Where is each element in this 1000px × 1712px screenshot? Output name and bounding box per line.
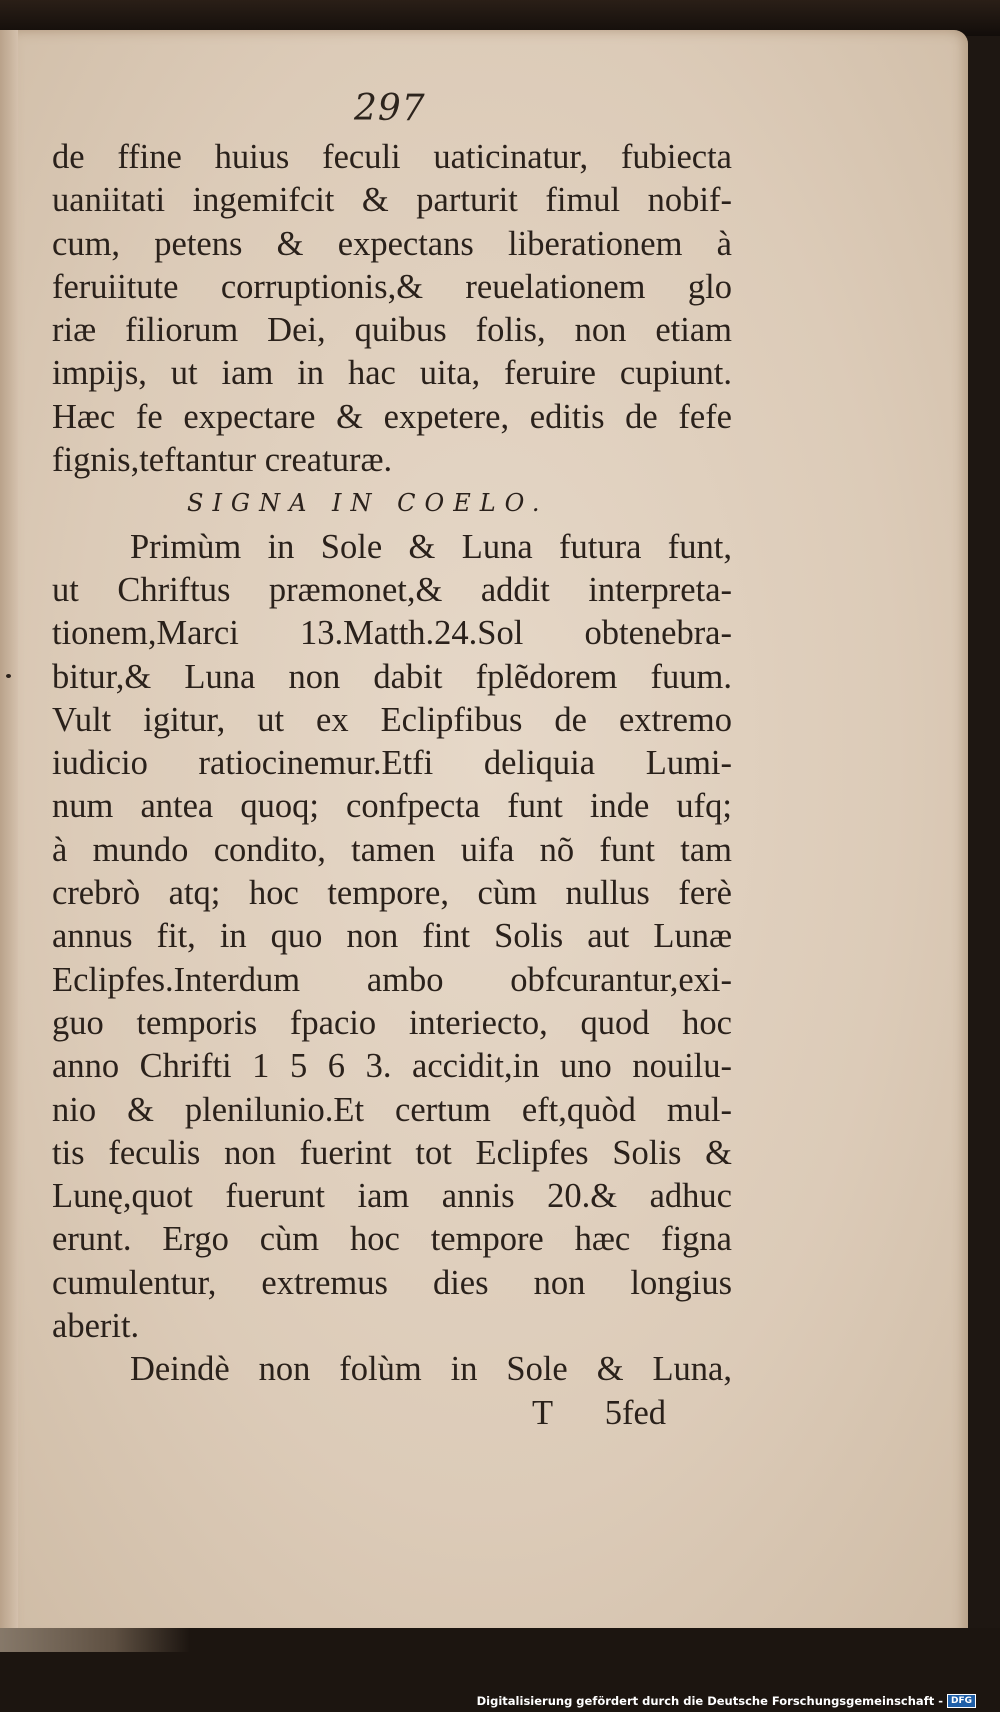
text-line: à mundo condito, tamen uifa nõ funt tam bbox=[52, 830, 732, 869]
text-line: anno Chrifti 1 5 6 3. accidit,in uno nouilu- bbox=[52, 1047, 732, 1086]
text-line: nio & plenilunio.Et certum eft,quòd mul- bbox=[52, 1090, 732, 1129]
text-line: tis feculis non fuerint tot Eclipfes Solis & bbox=[52, 1133, 732, 1172]
text-line: guo temporis fpacio interiecto, quod hoc bbox=[52, 1003, 732, 1042]
text-line: fignis,teftantur creaturæ. bbox=[52, 441, 393, 480]
page-curl bbox=[0, 1628, 190, 1652]
text-line: ut Chriftus præmonet,& addit interpreta- bbox=[52, 570, 732, 609]
text-line: cum, petens & expectans liberationem à bbox=[52, 224, 732, 263]
page-text bbox=[52, 136, 732, 1435]
text-line: Deindè non folùm in Sole & Luna, bbox=[130, 1350, 732, 1389]
text-line: num antea quoq; confpecta funt inde ufq; bbox=[52, 787, 732, 826]
catchword: fed bbox=[622, 1393, 667, 1432]
margin-mark bbox=[6, 674, 11, 678]
text-line: crebrò atq; hoc tempore, cùm nullus ferè bbox=[52, 874, 732, 913]
text-line: iudicio ratiocinemur.Etfi deliquia Lumi- bbox=[52, 744, 732, 783]
text-line: Lunę,quot fuerunt iam annis 20.& adhuc bbox=[52, 1177, 732, 1216]
digitization-credit bbox=[477, 1694, 976, 1708]
text-line: Eclipfes.Interdum ambo obfcurantur,exi- bbox=[52, 960, 732, 999]
text-line: Hæc fe expectare & expetere, editis de fefe bbox=[52, 397, 732, 436]
signature-mark: T 5 bbox=[532, 1393, 622, 1432]
text-line: riæ filiorum Dei, quibus folis, non etiam bbox=[52, 311, 732, 350]
page-number: 297 bbox=[354, 88, 426, 129]
text-line: Primùm in Sole & Luna futura funt, bbox=[130, 527, 732, 566]
page-gutter bbox=[0, 30, 18, 1640]
text-line: aberit. bbox=[52, 1307, 140, 1346]
section-heading: SIGNA IN COELO. bbox=[187, 489, 549, 518]
text-line: annus fit, in quo non fint Solis aut Lunæ bbox=[52, 917, 732, 956]
text-line: Vult igitur, ut ex Eclipfibus de extremo bbox=[52, 700, 732, 739]
text-line: impijs, ut iam in hac uita, feruire cupiunt. bbox=[52, 354, 732, 393]
text-line: uaniitati ingemifcit & parturit fimul nobif- bbox=[52, 181, 732, 220]
dfg-logo-icon: DFG bbox=[947, 1694, 976, 1708]
credit-text: Digitalisierung gefördert durch die Deutsche Forschungsgemeinschaft - bbox=[476, 1694, 943, 1708]
text-line: tionem,Marci 13.Matth.24.Sol obtenebra- bbox=[52, 614, 732, 653]
text-line: cumulentur, extremus dies non longius bbox=[52, 1263, 732, 1302]
text-line: bitur,& Luna non dabit fplẽdorem fuum. bbox=[52, 657, 732, 696]
text-line: erunt. Ergo cùm hoc tempore hæc figna bbox=[52, 1220, 732, 1259]
text-line: feruiitute corruptionis,& reuelationem glo bbox=[52, 267, 732, 306]
text-line: de ffine huius feculi uaticinatur, fubiecta bbox=[52, 138, 732, 176]
signature-line bbox=[52, 1392, 732, 1435]
